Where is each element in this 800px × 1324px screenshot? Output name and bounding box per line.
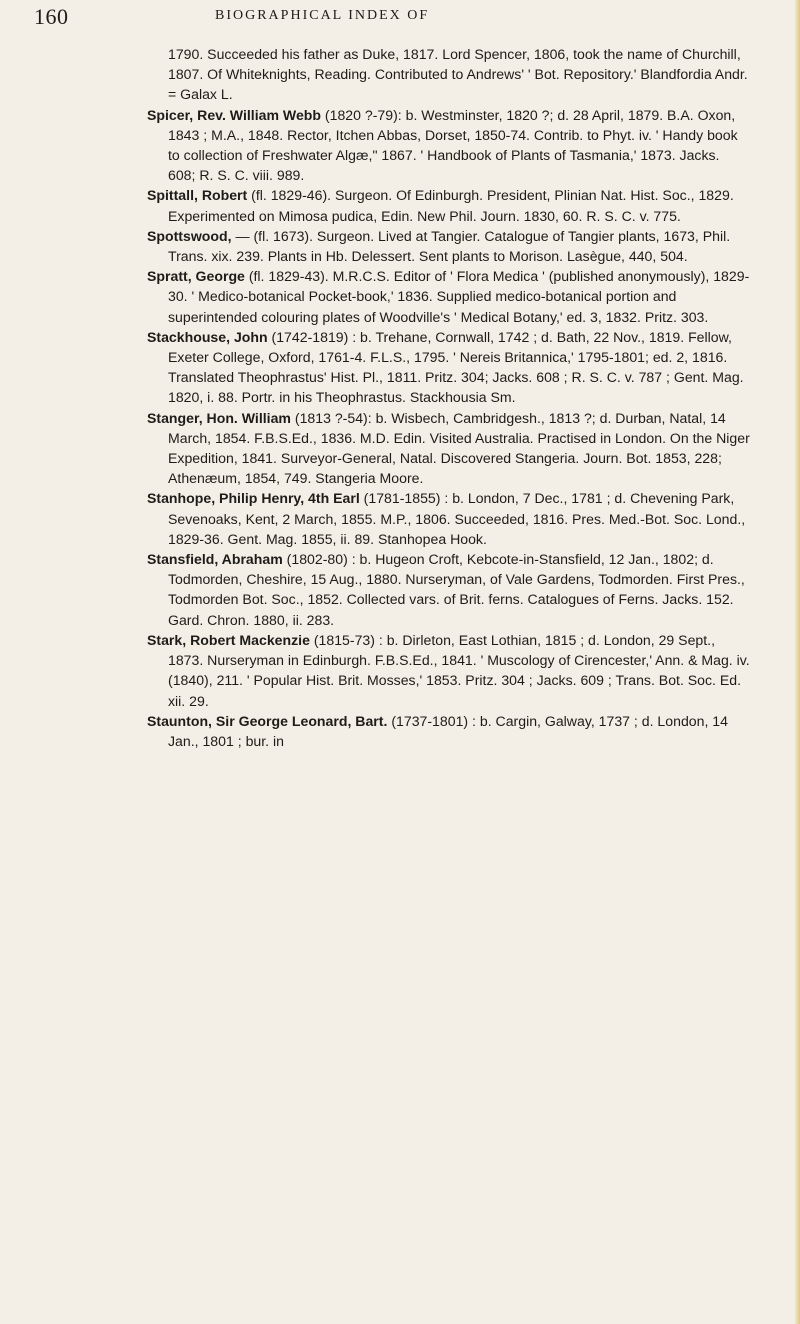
- entry-text: (fl. 1829-46). Surgeon. Of Edinburgh. President, Plinian Nat. Hist. Soc., 1829. Experimented on Mimosa pudica, Edin. New Phil. Journ. 1830, 60. R. S. C. v. 775.: [168, 187, 734, 224]
- entry-text: (1813 ?-54): b. Wisbech, Cambridgesh., 1813 ?; d. Durban, Natal, 14 March, 1854. F.B.S.Ed., 1836. M.D. Edin. Visited Australia. Practised in London. On the Niger Expedition, 1841. Surveyor-General, Natal. Discovered Stangeria. Journ. Bot. 1853, 228; Athenæum, 1854, 749. Stangeria Moore.: [168, 409, 750, 487]
- index-entry: [147, 488, 750, 549]
- entry-name: Stark, Robert Mackenzie: [147, 631, 310, 648]
- page-number: 160: [34, 4, 69, 29]
- page-edge: [794, 0, 800, 1324]
- index-entry: [147, 711, 750, 751]
- entry-name: Stanger, Hon. William: [147, 409, 291, 426]
- index-entry: [147, 185, 750, 225]
- entry-text: (fl. 1829-43). M.R.C.S. Editor of ' Flora Medica ' (published anonymously), 1829-30. ' Medico-botanical Pocket-book,' 1836. Supplied medico-botanical portion and superintended colouring plates of Woodville's ' Medical Botany,' ed. 3, 1832. Pritz. 303.: [168, 268, 750, 325]
- entry-name: Spittall, Robert: [147, 187, 248, 204]
- index-entry: [147, 105, 750, 186]
- entry-text: 1790. Succeeded his father as Duke, 1817. Lord Spencer, 1806, took the name of Churchill, 1807. Of Whiteknights, Reading. Contributed to Andrews' ' Bot. Repository.' Blandfordia Andr. = Galax L.: [168, 46, 748, 103]
- index-entry: [147, 44, 750, 105]
- entry-name: Spicer, Rev. William Webb: [147, 106, 322, 123]
- entry-name: Stansfield, Abraham: [147, 551, 283, 568]
- index-entry: [147, 266, 750, 327]
- entry-text: (1742-1819) : b. Trehane, Cornwall, 1742 ; d. Bath, 22 Nov., 1819. Fellow, Exeter College, Oxford, 1761-4. F.L.S., 1795. ' Nereis Britannica,' 1795-1801; ed. 2, 1816. Translated Theophrastus' Hist. Pl., 1811. Pritz. 304; Jacks. 608 ; R. S. C. v. 787 ; Gent. Mag. 1820, i. 88. Portr. in his Theophrastus. Stackhousia Sm.: [168, 328, 744, 406]
- entry-text: (1820 ?-79): b. Westminster, 1820 ?; d. 28 April, 1879. B.A. Oxon, 1843 ; M.A., 1848. Rector, Itchen Abbas, Dorset, 1850-74. Contrib. to Phyt. iv. ' Handy book to collection of Freshwater Algæ," 1867. ' Handbook of Plants of Tasmania,' 1873. Jacks. 608; R. S. C. viii. 989.: [168, 106, 738, 184]
- entry-text: (1802-80) : b. Hugeon Croft, Kebcote-in-Stansfield, 12 Jan., 1802; d. Todmorden, Cheshire, 15 Aug., 1880. Nurseryman, of Vale Gardens, Todmorden. First Pres., Todmorden Bot. Soc., 1852. Collected vars. of Brit. ferns. Catalogues of Ferns. Jacks. 152. Gard. Chron. 1880, ii. 283.: [168, 551, 745, 628]
- entry-name: Stackhouse, John: [147, 328, 268, 345]
- entry-text: — (fl. 1673). Surgeon. Lived at Tangier. Catalogue of Tangier plants, 1673, Phil. Trans. xix. 239. Plants in Hb. Delessert. Sent plants to Morison. Lasègue, 440, 504.: [168, 227, 731, 265]
- entry-text: (1815-73) : b. Dirleton, East Lothian, 1815 ; d. London, 29 Sept., 1873. Nurseryman in Edinburgh. F.B.S.Ed., 1841. ' Muscology of Cirencester,' Ann. & Mag. iv. (1840), 211. ' Popular Hist. Brit. Mosses,' 1853. Pritz. 304 ; Jacks. 609 ; Trans. Bot. Soc. Ed. xii. 29.: [168, 631, 750, 709]
- index-entry: [147, 408, 750, 489]
- entry-name: Spottswood,: [147, 227, 232, 244]
- entry-text: (1781-1855) : b. London, 7 Dec., 1781 ; d. Chevening Park, Sevenoaks, Kent, 2 March, 1855. M.P., 1806. Succeeded, 1816. Pres. Med.-Bot. Soc. Lond., 1829-36. Gent. Mag. 1855, ii. 89. Stanhopea Hook.: [168, 490, 746, 547]
- running-head: BIOGRAPHICAL INDEX OF: [215, 8, 430, 23]
- index-entry: [147, 549, 750, 630]
- entry-name: Spratt, George: [147, 268, 245, 285]
- index-entry: [147, 226, 750, 266]
- index-entries: [147, 44, 750, 751]
- index-entry: [147, 327, 750, 408]
- index-entry: [147, 630, 750, 711]
- entry-name: Staunton, Sir George Leonard, Bart.: [147, 712, 388, 729]
- entry-text: (1737-1801) : b. Cargin, Galway, 1737 ; d. London, 14 Jan., 1801 ; bur. in: [168, 712, 728, 749]
- entry-name: Stanhope, Philip Henry, 4th Earl: [147, 490, 360, 507]
